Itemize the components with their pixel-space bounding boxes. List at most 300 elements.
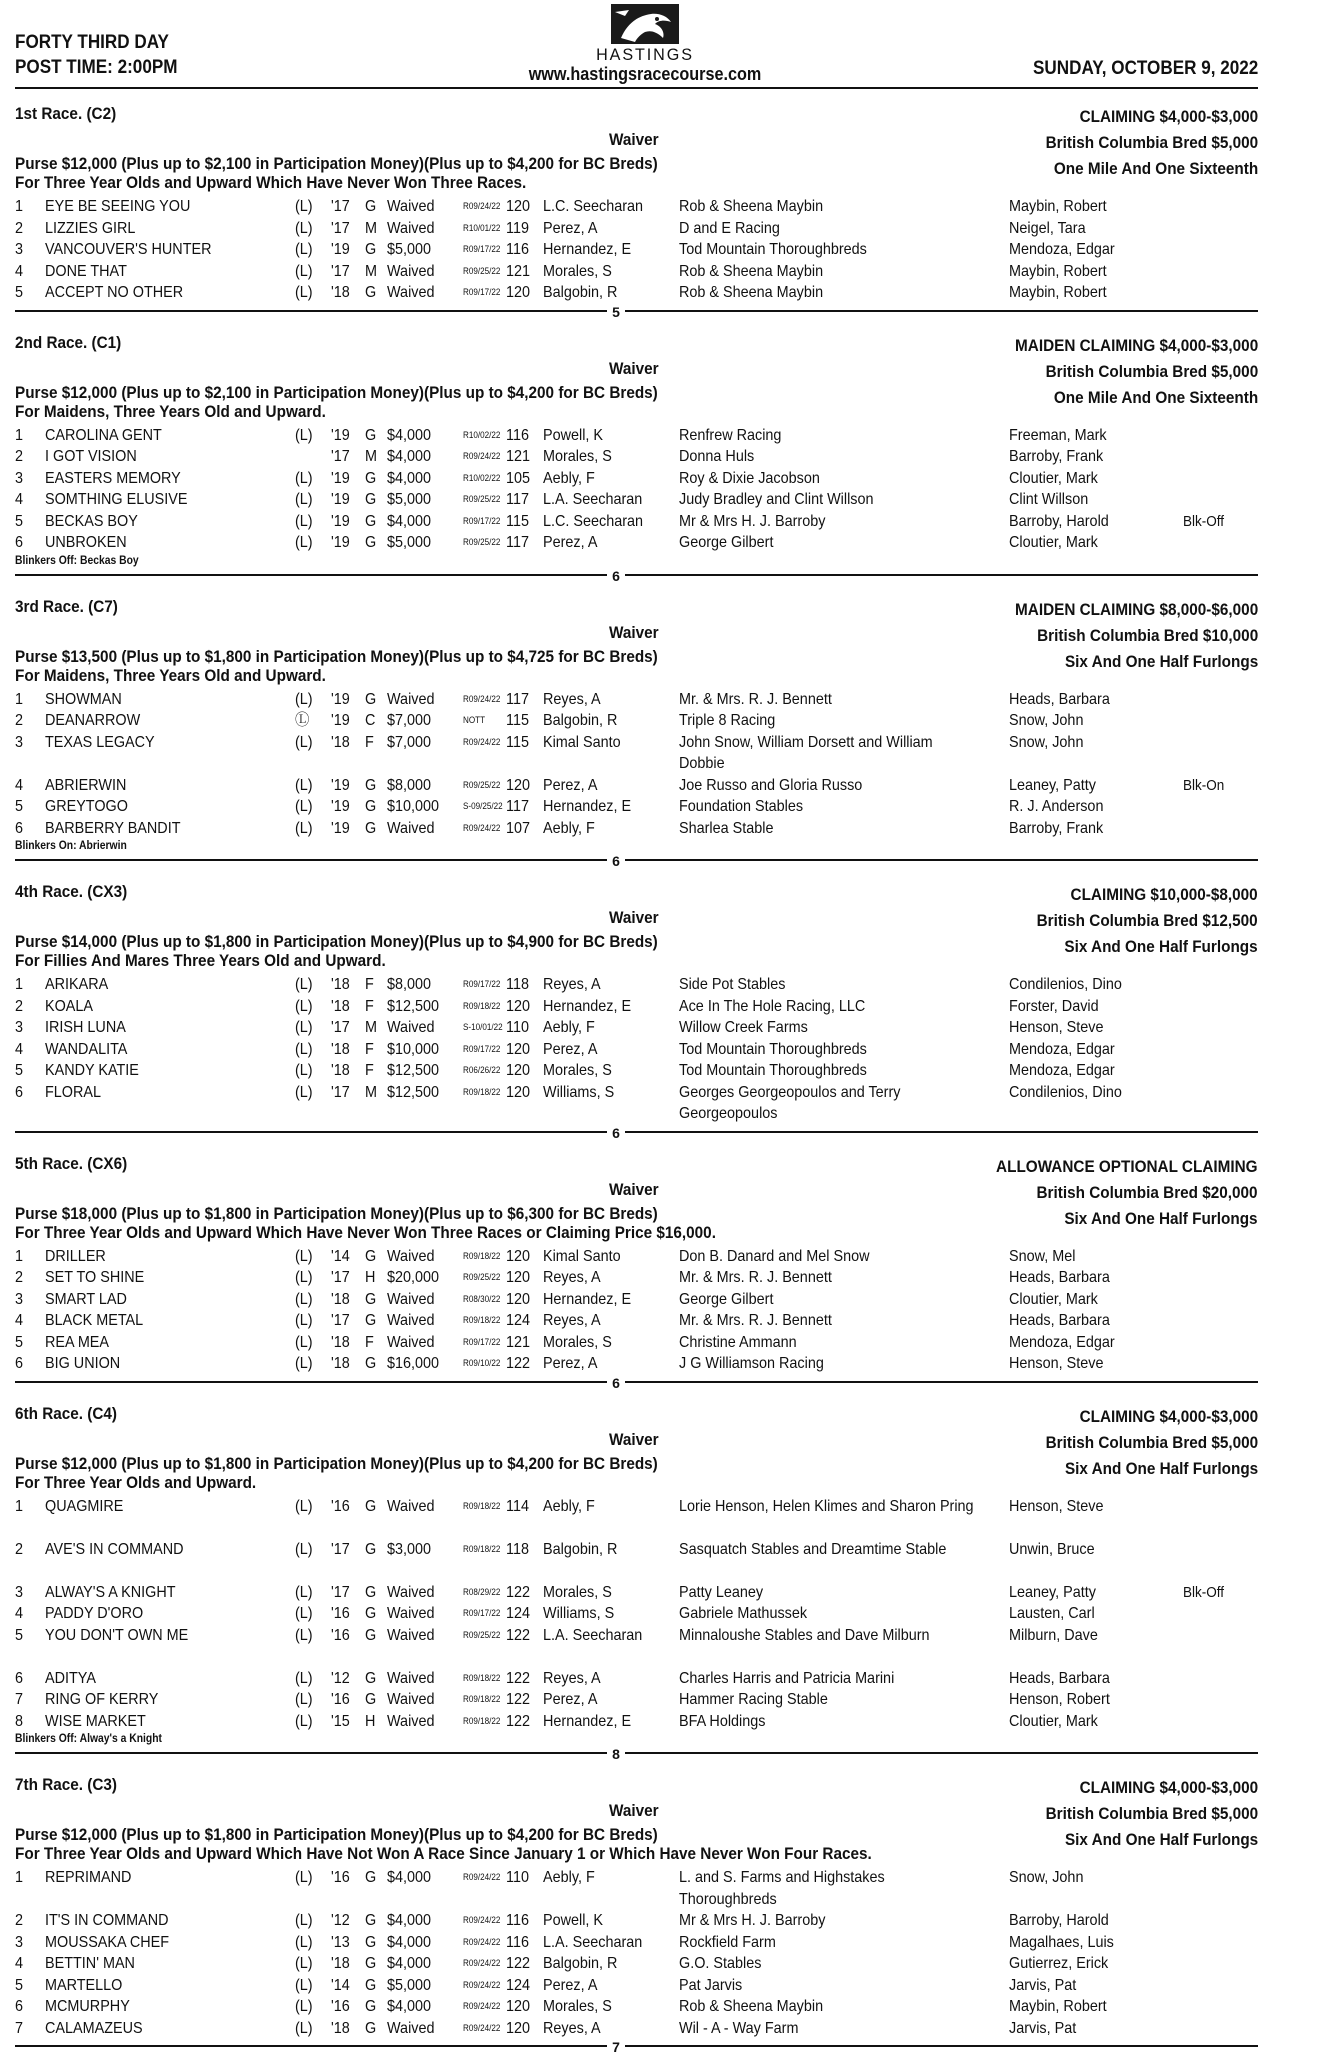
condition-line: One Mile And One Sixteenth: [1053, 159, 1258, 178]
medication: (L): [295, 1976, 313, 1994]
program-number: 5: [15, 1626, 24, 1644]
foal-year: '18: [331, 1333, 350, 1351]
claim-price: Waived: [387, 198, 435, 215]
horse-name[interactable]: SET TO SHINE: [45, 1269, 145, 1286]
program-number: 6: [15, 1355, 24, 1372]
purse-amount: Purse $18,000 (Plus up to $1,800 in Participation Money)(Plus up to $6,300 for BC Breds): [15, 1203, 658, 1223]
weight: 118: [506, 1540, 529, 1558]
trainer: Henson, Steve: [1009, 1355, 1104, 1372]
horse-name[interactable]: MARTELLO: [45, 1976, 123, 1994]
owner: Mr. & Mrs. R. J. Bennett: [679, 1269, 832, 1286]
program-number: 1: [15, 976, 24, 993]
condition-line: British Columbia Bred $5,000: [1045, 1432, 1258, 1452]
last-race: R09/17/22: [463, 515, 501, 526]
horse-name[interactable]: DONE THAT: [45, 262, 127, 280]
condition-line: CLAIMING $4,000-$3,000: [1079, 107, 1258, 126]
medication: (L): [295, 469, 313, 487]
claim-price: Waived: [387, 1626, 435, 1644]
entry-row[interactable]: [15, 1582, 1258, 1604]
trainer: Maybin, Robert: [1009, 284, 1107, 301]
trainer: Jarvis, Pat: [1009, 1976, 1077, 1994]
claim-price: Waived: [387, 1497, 435, 1515]
sex: G: [365, 1290, 377, 1308]
program-number: 3: [15, 733, 24, 751]
foal-year: '16: [331, 1691, 350, 1708]
entry-row[interactable]: [15, 1689, 1258, 1711]
entry-row[interactable]: [15, 1039, 1258, 1061]
foal-year: '14: [331, 1976, 350, 1994]
jockey: Reyes, A: [543, 1669, 601, 1687]
jockey: Morales, S: [543, 262, 612, 280]
medication: (L): [295, 733, 313, 751]
horse-name[interactable]: RING OF KERRY: [45, 1691, 159, 1708]
entry-row[interactable]: [15, 732, 1258, 775]
entry-row[interactable]: [15, 1310, 1258, 1332]
horse-name[interactable]: CAROLINA GENT: [45, 426, 162, 444]
trainer: Snow, John: [1009, 712, 1084, 729]
sex: M: [365, 1083, 377, 1101]
horse-name[interactable]: BETTIN' MAN: [45, 1955, 135, 1972]
post-time: POST TIME: 2:00PM: [15, 57, 178, 78]
sex: G: [365, 690, 377, 708]
claim-price: Waived: [387, 819, 435, 837]
trainer: Maybin, Robert: [1009, 262, 1107, 280]
horse-name[interactable]: ARIKARA: [45, 976, 109, 993]
trainer: Milburn, Dave: [1009, 1626, 1098, 1644]
entry-row[interactable]: [15, 1353, 1258, 1375]
horse-name[interactable]: SOMTHING ELUSIVE: [45, 491, 188, 508]
last-race: R06/26/22: [463, 1065, 501, 1075]
foal-year: '17: [331, 198, 350, 215]
horse-name[interactable]: EYE BE SEEING YOU: [45, 198, 191, 215]
trainer: Heads, Barbara: [1009, 1269, 1110, 1286]
program-number: 4: [15, 1605, 24, 1622]
horse-name[interactable]: BLACK METAL: [45, 1312, 144, 1329]
page-header: [15, 0, 1258, 90]
weight: 115: [506, 712, 529, 729]
field-size: 6: [607, 854, 625, 868]
last-race: R09/18/22: [463, 1672, 501, 1683]
entry-row[interactable]: [15, 1711, 1258, 1733]
owner: Sasquatch Stables and Dreamtime Stable: [679, 1540, 947, 1558]
last-race: R09/18/22: [463, 1715, 501, 1726]
weight: 122: [506, 1355, 531, 1372]
sex: G: [365, 1540, 377, 1558]
entry-row[interactable]: [15, 239, 1258, 261]
last-race: R09/24/22: [463, 1979, 501, 1990]
weight: 105: [506, 469, 531, 487]
medication: (L): [295, 1083, 313, 1101]
program-number: 6: [15, 819, 24, 837]
entry-row[interactable]: [15, 689, 1258, 711]
owner: Rob & Sheena Maybin: [679, 1998, 824, 2015]
sex: G: [365, 1247, 377, 1265]
last-race: R09/24/22: [463, 2022, 501, 2033]
entry-row[interactable]: [15, 1017, 1258, 1039]
entry-row[interactable]: [15, 468, 1258, 490]
foal-year: '17: [331, 1083, 350, 1101]
entry-row[interactable]: [15, 1932, 1258, 1954]
sex: C: [365, 712, 376, 729]
weight: 120: [506, 776, 531, 794]
entry-row[interactable]: [15, 446, 1258, 468]
entries-table: [15, 196, 1258, 304]
jockey: Balgobin, R: [543, 712, 618, 729]
program-number: 1: [15, 1247, 24, 1265]
weight: 120: [506, 1998, 531, 2015]
horse-name[interactable]: KOALA: [45, 997, 94, 1015]
medication: (L): [295, 1583, 313, 1601]
weight: 116: [506, 1912, 529, 1929]
entry-row[interactable]: [15, 1539, 1258, 1582]
horse-head-logo-icon: [607, 2, 683, 46]
foal-year: '17: [331, 219, 350, 237]
jockey: Reyes, A: [543, 1312, 601, 1329]
horse-name[interactable]: KANDY KATIE: [45, 1062, 139, 1079]
sex: G: [365, 1691, 377, 1708]
jockey: L.A. Seecharan: [543, 491, 643, 508]
horse-name[interactable]: IT'S IN COMMAND: [45, 1912, 169, 1929]
jockey: Balgobin, R: [543, 1540, 618, 1558]
horse-name[interactable]: PADDY D'ORO: [45, 1605, 144, 1622]
program-number: 7: [15, 2019, 24, 2037]
weight: 116: [506, 426, 529, 444]
medication: (L): [295, 491, 313, 508]
horse-name[interactable]: MOUSSAKA CHEF: [45, 1933, 170, 1951]
entry-row[interactable]: [15, 282, 1258, 304]
entry-row[interactable]: [15, 1867, 1258, 1910]
last-race: R10/02/22: [463, 429, 501, 440]
entry-row[interactable]: [15, 2018, 1258, 2040]
horse-name[interactable]: DRILLER: [45, 1247, 106, 1265]
field-size: 8: [607, 1747, 625, 1761]
horse-name[interactable]: TEXAS LEGACY: [45, 733, 155, 751]
program-number: 6: [15, 534, 24, 551]
claim-price: $12,500: [387, 997, 440, 1015]
horse-name[interactable]: ADITYA: [45, 1669, 96, 1687]
foal-year: '18: [331, 1062, 350, 1079]
entry-row[interactable]: [15, 1289, 1258, 1311]
claim-price: $4,000: [387, 1869, 432, 1886]
horse-name[interactable]: GREYTOGO: [45, 798, 128, 815]
program-number: 4: [15, 1955, 24, 1972]
program-number: 1: [15, 1869, 24, 1886]
last-race: R09/25/22: [463, 265, 501, 276]
divider-line: [15, 1381, 1258, 1383]
horse-name[interactable]: REA MEA: [45, 1333, 110, 1351]
medication: (L): [295, 1040, 313, 1058]
horse-name[interactable]: BIG UNION: [45, 1355, 121, 1372]
horse-name[interactable]: SHOWMAN: [45, 690, 122, 708]
entry-row[interactable]: [15, 1603, 1258, 1625]
sex: H: [365, 1269, 376, 1286]
purse-text: [15, 932, 1134, 970]
entry-row[interactable]: [15, 1496, 1258, 1539]
foal-year: '19: [331, 491, 350, 508]
trainer: Cloutier, Mark: [1009, 534, 1098, 551]
program-number: 2: [15, 448, 24, 465]
eligibility-text: For Three Year Olds and Upward Which Have Never Won Three Races.: [15, 173, 527, 192]
foal-year: '16: [331, 1998, 350, 2015]
jockey: Powell, K: [543, 426, 604, 444]
foal-year: '18: [331, 284, 350, 301]
horse-name[interactable]: AVE'S IN COMMAND: [45, 1540, 184, 1558]
claim-price: Waived: [387, 1290, 435, 1308]
medication: (L): [295, 1691, 313, 1708]
medication: (L): [295, 1669, 313, 1687]
program-number: 7: [15, 1691, 24, 1708]
entry-row[interactable]: [15, 1975, 1258, 1997]
horse-name[interactable]: ABRIERWIN: [45, 776, 127, 794]
condition-line: British Columbia Bred $20,000: [1036, 1182, 1258, 1202]
trainer: Mendoza, Edgar: [1009, 1062, 1115, 1079]
header-divider: [15, 87, 1258, 89]
equipment-note: Blinkers On: Abrierwin: [15, 840, 127, 852]
field-size: 6: [607, 1376, 625, 1390]
horse-name[interactable]: LIZZIES GIRL: [45, 219, 136, 237]
foal-year: '17: [331, 448, 350, 465]
jockey: L.A. Seecharan: [543, 1626, 643, 1644]
weight: 107: [506, 819, 531, 837]
foal-year: '13: [331, 1933, 350, 1951]
track-branding: [485, 0, 805, 84]
trainer: Barroby, Harold: [1009, 1912, 1109, 1929]
trainer: Leaney, Patty: [1009, 1583, 1096, 1601]
sex: G: [365, 512, 377, 530]
trainer: Condilenios, Dino: [1009, 1083, 1122, 1101]
trainer: Maybin, Robert: [1009, 198, 1107, 215]
race-name: 3rd Race. (C7): [15, 596, 118, 616]
waiver-label: Waiver: [609, 358, 659, 378]
horse-name[interactable]: REPRIMAND: [45, 1869, 132, 1886]
waiver-label: Waiver: [609, 908, 659, 927]
horse-name[interactable]: I GOT VISION: [45, 448, 137, 465]
sex: G: [365, 1955, 377, 1972]
horse-name[interactable]: YOU DON'T OWN ME: [45, 1626, 189, 1644]
medication: (L): [295, 1605, 313, 1622]
race-date: SUNDAY, OCTOBER 9, 2022: [1032, 58, 1258, 79]
condition-line: One Mile And One Sixteenth: [1053, 387, 1258, 407]
horse-name[interactable]: ACCEPT NO OTHER: [45, 284, 184, 301]
sex: F: [365, 1333, 374, 1351]
equipment-change: Blk-Off: [1183, 1583, 1225, 1601]
medication: (L): [295, 534, 313, 551]
entry-row[interactable]: [15, 818, 1258, 840]
horse-name[interactable]: EASTERS MEMORY: [45, 469, 181, 487]
condition-line: CLAIMING $10,000-$8,000: [1070, 885, 1258, 904]
entry-row[interactable]: [15, 261, 1258, 283]
claim-price: Waived: [387, 1691, 435, 1708]
race-divider: [15, 1124, 1258, 1141]
medication: (L): [295, 819, 313, 837]
owner: Tod Mountain Thoroughbreds: [679, 241, 867, 258]
medication: (L): [295, 976, 313, 993]
race-section: [15, 1140, 1258, 1390]
entry-row[interactable]: [15, 1625, 1258, 1668]
horse-name[interactable]: MCMURPHY: [45, 1998, 130, 2015]
owner: Don B. Danard and Mel Snow: [679, 1247, 870, 1265]
weight: 120: [506, 997, 531, 1015]
owner: L. and S. Farms and Highstakes Thoroughbreds: [679, 1869, 885, 1908]
waiver-label: Waiver: [609, 1179, 659, 1199]
owner: Charles Harris and Patricia Marini: [679, 1669, 895, 1687]
horse-name[interactable]: CALAMAZEUS: [45, 2019, 143, 2037]
claim-price: $3,000: [387, 1540, 432, 1558]
trainer: Barroby, Frank: [1009, 448, 1104, 465]
owner: Rockfield Farm: [679, 1933, 776, 1951]
medication: (L): [295, 1333, 313, 1351]
trainer: R. J. Anderson: [1009, 798, 1104, 815]
sex: G: [365, 198, 377, 215]
sex: G: [365, 798, 377, 815]
horse-name[interactable]: BECKAS BOY: [45, 512, 138, 530]
owner: Willow Creek Farms: [679, 1019, 808, 1036]
foal-year: '19: [331, 241, 350, 258]
sex: F: [365, 997, 374, 1015]
program-number: 3: [15, 1019, 24, 1036]
last-race: R09/25/22: [463, 1629, 501, 1640]
foal-year: '18: [331, 976, 350, 993]
divider-line: [15, 1131, 1258, 1133]
last-race: R09/24/22: [463, 736, 501, 747]
medication: (L): [295, 1933, 313, 1951]
race-section: [15, 583, 1258, 869]
sex: M: [365, 219, 377, 237]
race-name: 4th Race. (CX3): [15, 882, 128, 901]
weight: 120: [506, 1083, 531, 1101]
weight: 120: [506, 2019, 531, 2037]
entry-row[interactable]: [15, 1996, 1258, 2018]
program-number: 3: [15, 1933, 24, 1951]
claim-price: $4,000: [387, 469, 432, 487]
trainer: Snow, Mel: [1009, 1247, 1076, 1265]
weight: 120: [506, 1269, 531, 1286]
medication: (L): [295, 1869, 313, 1886]
last-race: R09/18/22: [463, 1500, 501, 1511]
weight: 115: [506, 733, 529, 751]
last-race: R09/24/22: [463, 451, 501, 461]
horse-name[interactable]: QUAGMIRE: [45, 1497, 124, 1515]
condition-line: British Columbia Bred $5,000: [1045, 361, 1258, 381]
last-race: R08/30/22: [463, 1293, 501, 1304]
sex: G: [365, 491, 377, 508]
entry-row[interactable]: [15, 425, 1258, 447]
entry-row[interactable]: [15, 218, 1258, 240]
owner: Tod Mountain Thoroughbreds: [679, 1062, 867, 1079]
last-race: R09/24/22: [463, 2001, 501, 2011]
entry-row[interactable]: [15, 974, 1258, 996]
entry-row[interactable]: [15, 1246, 1258, 1268]
claim-price: $12,500: [387, 1083, 440, 1101]
owner: John Snow, William Dorsett and William Dobbie: [679, 733, 933, 772]
horse-name[interactable]: DEANARROW: [45, 712, 141, 729]
jockey: Balgobin, R: [543, 1955, 618, 1972]
foal-year: '19: [331, 819, 350, 837]
medication: (L): [295, 1355, 313, 1372]
last-race: R09/10/22: [463, 1358, 501, 1368]
trainer: Forster, David: [1009, 997, 1099, 1015]
entry-row[interactable]: [15, 532, 1258, 554]
entry-row[interactable]: [15, 1953, 1258, 1975]
entry-row[interactable]: [15, 511, 1258, 533]
horse-name[interactable]: IRISH LUNA: [45, 1019, 126, 1036]
jockey: L.C. Seecharan: [543, 198, 644, 215]
purse-text: [15, 1204, 1134, 1242]
entry-row[interactable]: [15, 1668, 1258, 1690]
trainer: Snow, John: [1009, 1869, 1084, 1886]
entry-row[interactable]: [15, 1332, 1258, 1354]
horse-name[interactable]: VANCOUVER'S HUNTER: [45, 241, 212, 258]
last-race: R09/18/22: [463, 1086, 501, 1097]
last-race: R09/25/22: [463, 779, 501, 790]
horse-name[interactable]: SMART LAD: [45, 1290, 127, 1308]
trainer: Clint Willson: [1009, 491, 1089, 508]
jockey: Reyes, A: [543, 976, 601, 993]
purse-text: [15, 1825, 1134, 1863]
condition-line: British Columbia Bred $5,000: [1045, 1804, 1258, 1823]
trainer: Snow, John: [1009, 733, 1084, 751]
waiver-label: Waiver: [609, 1429, 659, 1449]
horse-name[interactable]: WANDALITA: [45, 1040, 128, 1058]
program-number: 4: [15, 491, 24, 508]
entry-row[interactable]: [15, 996, 1258, 1018]
jockey: Aebly, F: [543, 469, 595, 487]
purse-amount: Purse $12,000 (Plus up to $2,100 in Participation Money)(Plus up to $4,200 for BC Breds): [15, 382, 658, 402]
horse-name[interactable]: ALWAY'S A KNIGHT: [45, 1583, 176, 1601]
equipment-note: Blinkers Off: Alway's a Knight: [15, 1733, 163, 1745]
claim-price: Waived: [387, 219, 435, 237]
foal-year: '18: [331, 1955, 350, 1972]
foal-year: '19: [331, 798, 350, 815]
entry-row[interactable]: [15, 1082, 1258, 1125]
owner: Joe Russo and Gloria Russo: [679, 776, 863, 794]
track-url[interactable]: www.hastingsracecourse.com: [528, 64, 762, 84]
entry-row[interactable]: [15, 710, 1258, 732]
weight: 120: [506, 284, 531, 301]
claim-price: $4,000: [387, 512, 432, 530]
foal-year: '12: [331, 1912, 350, 1929]
horse-name[interactable]: UNBROKEN: [45, 534, 127, 551]
foal-year: '14: [331, 1247, 350, 1265]
owner: Hammer Racing Stable: [679, 1691, 828, 1708]
sex: F: [365, 1062, 374, 1079]
jockey: Perez, A: [543, 219, 598, 237]
eligibility-text: For Three Year Olds and Upward Which Have Never Won Three Races or Claiming Price $16,000.: [15, 1222, 716, 1242]
entry-row[interactable]: [15, 1060, 1258, 1082]
jockey: Hernandez, E: [543, 1290, 632, 1308]
sex: G: [365, 1626, 377, 1644]
divider-line: [15, 310, 1258, 312]
entry-row[interactable]: [15, 775, 1258, 797]
medication: (L): [295, 219, 313, 237]
horse-name[interactable]: WISE MARKET: [45, 1712, 146, 1730]
entry-row[interactable]: [15, 1267, 1258, 1289]
weight: 122: [506, 1626, 531, 1644]
jockey: Reyes, A: [543, 1269, 601, 1286]
entry-row[interactable]: [15, 796, 1258, 818]
entry-row[interactable]: [15, 1910, 1258, 1932]
claim-price: Waived: [387, 1333, 435, 1351]
owner: Ace In The Hole Racing, LLC: [679, 997, 866, 1015]
horse-name[interactable]: BARBERRY BANDIT: [45, 819, 181, 837]
claim-price: $7,000: [387, 733, 432, 751]
entry-row[interactable]: [15, 196, 1258, 218]
horse-name[interactable]: FLORAL: [45, 1083, 102, 1101]
entry-row[interactable]: [15, 489, 1258, 511]
sex: G: [365, 1312, 377, 1329]
claim-price: Waived: [387, 690, 435, 708]
entries-table: [15, 974, 1258, 1125]
